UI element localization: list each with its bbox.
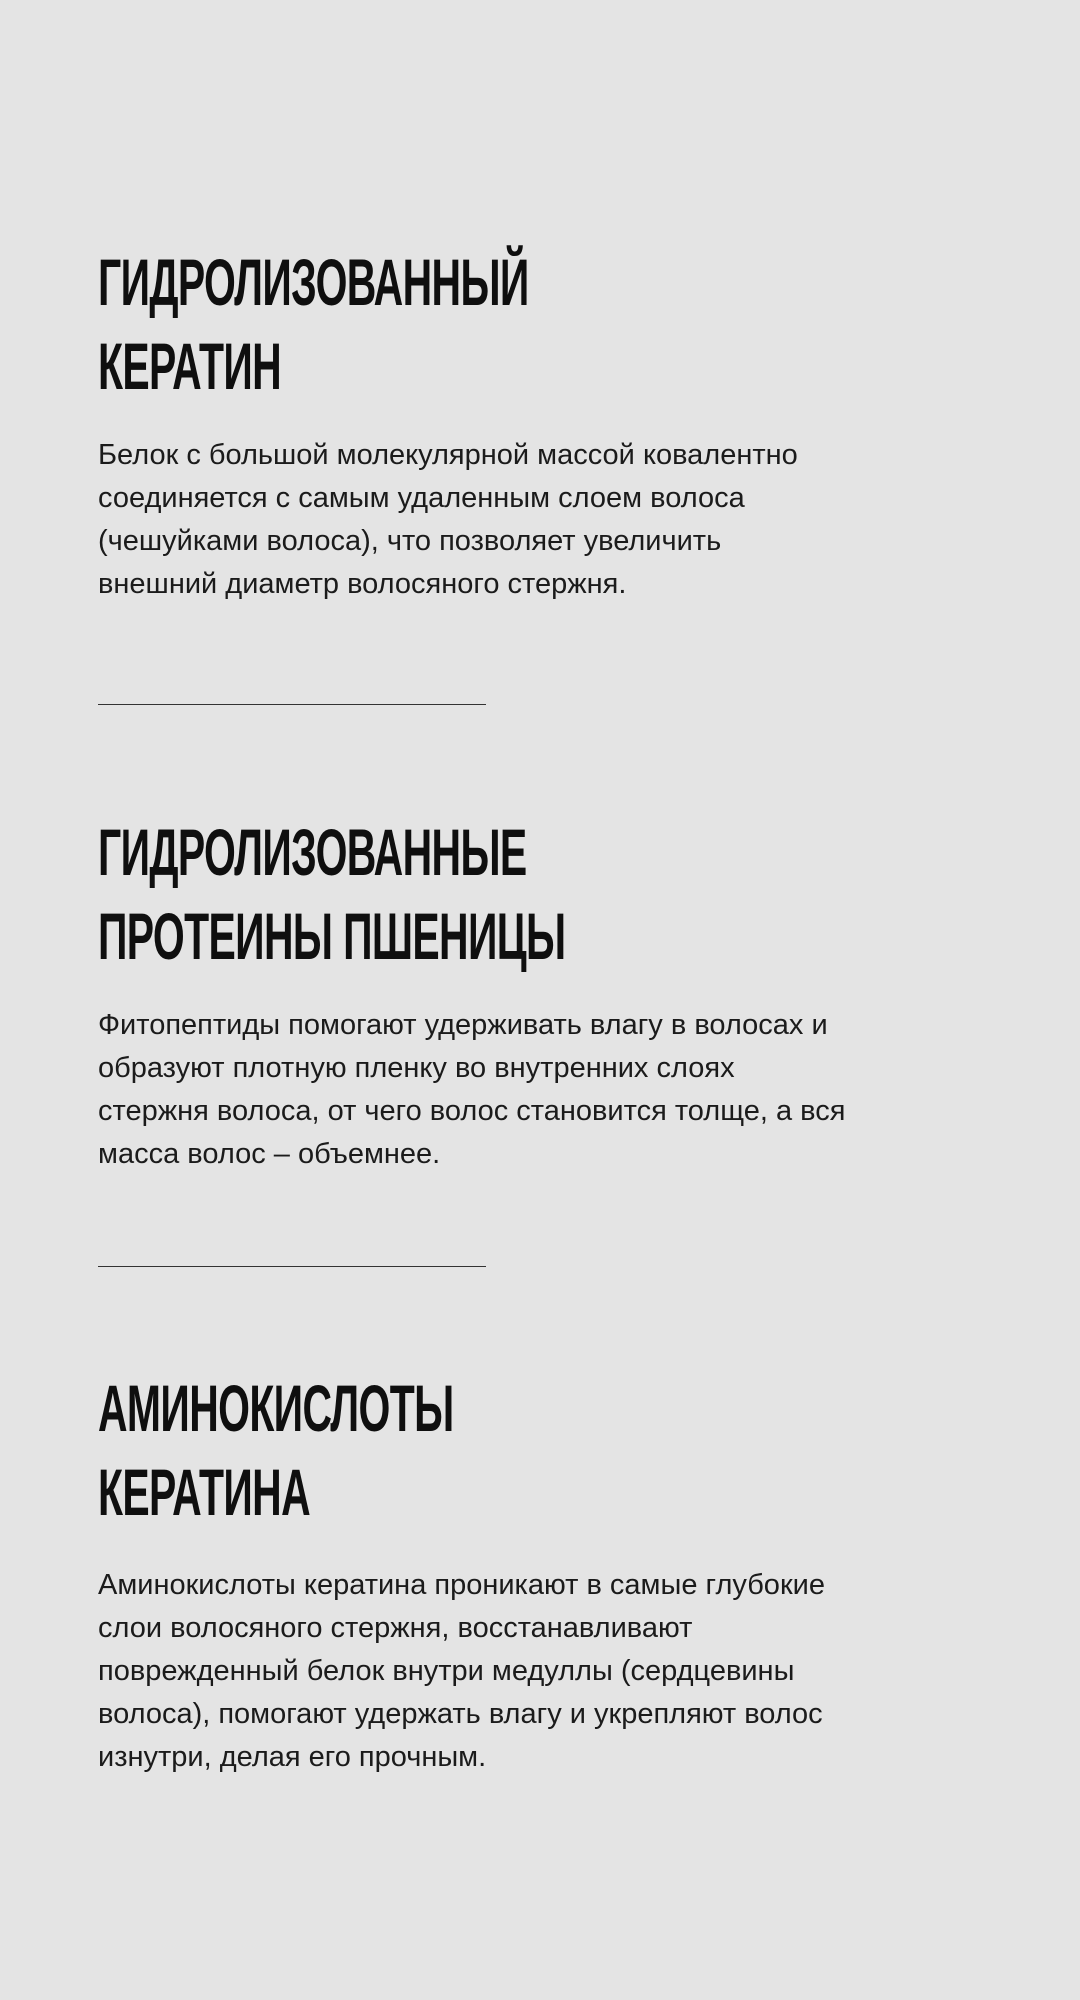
heading-line: КЕРАТИН: [98, 329, 282, 403]
description-line: Белок с большой молекулярной массой ковалентно: [98, 439, 798, 471]
description-line: Аминокислоты кератина проникают в самые глубокие: [98, 1569, 825, 1601]
section-divider: [98, 1266, 486, 1267]
description-line: волоса), помогают удержать влагу и укрепляют волос: [98, 1698, 823, 1730]
section-heading: [98, 810, 954, 978]
description-line: внешний диаметр волосяного стержня.: [98, 568, 627, 600]
heading-line: ГИДРОЛИЗОВАННЫЕ: [98, 815, 527, 889]
section-hydrolyzed-keratin: [98, 240, 1018, 606]
description-line: Фитопептиды помогают удерживать влагу в волосах и: [98, 1009, 828, 1041]
section-description: [98, 1004, 1018, 1176]
section-wheat-proteins: [98, 810, 1018, 1176]
section-description: [98, 1564, 1018, 1779]
description-line: стержня волоса, от чего волос становится толще, а вся: [98, 1095, 846, 1127]
heading-line: ГИДРОЛИЗОВАННЫЙ: [98, 245, 529, 319]
heading-line: АМИНОКИСЛОТЫ: [98, 1371, 454, 1445]
description-line: масса волос – объемнее.: [98, 1138, 441, 1170]
description-line: (чешуйками волоса), что позволяет увеличить: [98, 525, 722, 557]
heading-line: ПРОТЕИНЫ ПШЕНИЦЫ: [98, 899, 566, 973]
section-divider: [98, 704, 486, 705]
description-line: поврежденный белок внутри медуллы (сердцевины: [98, 1655, 795, 1687]
description-line: изнутри, делая его прочным.: [98, 1741, 487, 1773]
section-heading: [98, 1366, 954, 1534]
section-description: [98, 434, 1018, 606]
section-keratin-amino-acids: [98, 1366, 1018, 1779]
description-line: слои волосяного стержня, восстанавливают: [98, 1612, 693, 1644]
description-line: соединяется с самым удаленным слоем волоса: [98, 482, 745, 514]
description-line: образуют плотную пленку во внутренних слоях: [98, 1052, 735, 1084]
heading-line: КЕРАТИНА: [98, 1455, 311, 1529]
section-heading: [98, 240, 954, 408]
